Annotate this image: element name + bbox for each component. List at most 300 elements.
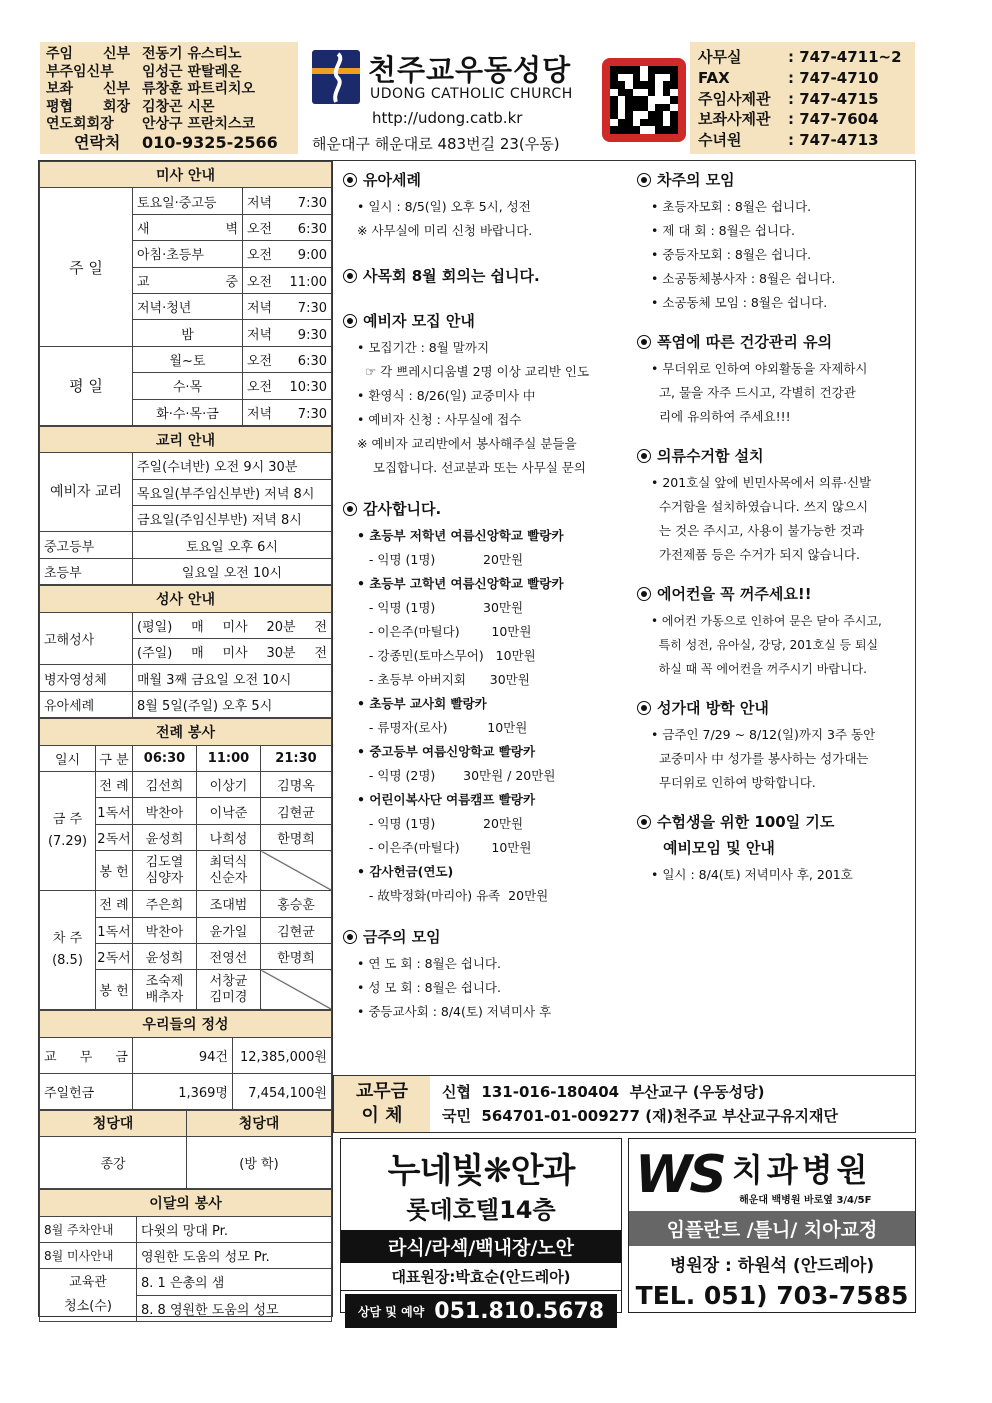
notice-line: • 무더위로 인하여 야외활동을 자제하시	[651, 361, 868, 376]
server-name: 김현균	[261, 798, 332, 824]
sacrament-table	[39, 585, 332, 718]
staff-role: 평협 회장	[46, 98, 130, 115]
church-logo-icon	[312, 50, 360, 104]
qr-module	[655, 126, 663, 134]
mass-name: 밤	[133, 320, 243, 346]
notice-line: • 중고등부 여름신앙학교 빨랑카	[357, 744, 536, 759]
qr-module	[663, 126, 671, 134]
contact-value: : 747-4715	[788, 89, 879, 108]
staff-role: 보좌 신부	[46, 81, 130, 98]
qr-module	[633, 66, 641, 74]
contact-label: 수녀원	[698, 131, 742, 150]
dental-clinic-ad[interactable]	[628, 1138, 916, 1313]
qr-module	[670, 66, 678, 74]
ad-consult-label: 상담 및 예약	[357, 1304, 425, 1319]
qr-module	[670, 96, 678, 104]
qr-module	[663, 74, 671, 82]
service-value: 8. 8 영원한 도움의 성모	[137, 1295, 332, 1321]
staff-role: 부주임신부	[46, 63, 114, 80]
qr-module	[625, 81, 633, 89]
qr-module	[625, 89, 633, 97]
qr-module	[640, 104, 648, 112]
server-name: 한명희	[261, 943, 332, 969]
notice-line: • 초등부 교사회 빨랑카	[357, 696, 487, 711]
contact-value: : 747-4710	[788, 68, 879, 87]
qr-module	[640, 81, 648, 89]
empty-slash-cell	[261, 970, 332, 1010]
qr-module	[670, 126, 678, 134]
qr-module	[625, 126, 633, 134]
qr-module	[625, 119, 633, 127]
qr-module	[655, 96, 663, 104]
empty-slash-cell	[261, 851, 332, 891]
catechism-table	[39, 426, 332, 585]
mass-time: 저녁 7:30	[243, 188, 332, 214]
qr-module	[633, 119, 641, 127]
qr-module	[610, 119, 618, 127]
notice-line: 리에 유의하여 주세요!!!	[651, 409, 791, 424]
staff-role: 연도회회장	[46, 116, 114, 133]
youth-value: (방 학)	[187, 1137, 332, 1189]
qr-module	[648, 119, 656, 127]
ad-clinic-place: 롯데호텔14층	[406, 1196, 556, 1224]
server-name: 조대범	[197, 891, 261, 917]
contact-box	[690, 42, 915, 154]
mass-name: 저녁·청년	[133, 293, 243, 319]
qr-module	[648, 81, 656, 89]
ad-clinic-name: 치과병원	[731, 1150, 872, 1189]
contact-label: 주임사제관	[698, 89, 771, 108]
service-value: 다윗의 망대 Pr.	[137, 1216, 332, 1242]
qr-module	[610, 89, 618, 97]
qr-module	[640, 126, 648, 134]
notice-line: • 모집기간 : 8월 말까지	[357, 340, 490, 355]
staff-phone: 010-9325-2566	[142, 132, 278, 152]
notice-line: • 중등자모회 : 8월은 쉽니다.	[651, 247, 812, 262]
staff-name: 전동기 유스티노	[142, 46, 242, 62]
qr-module	[618, 81, 626, 89]
notice-title: 차주의 모임	[657, 171, 735, 189]
notice-line: • 일시 : 8/4(토) 저녁미사 후, 201호	[651, 867, 853, 882]
bank-transfer-box	[333, 1075, 916, 1133]
staff-name: 임성근 판탈레온	[142, 63, 242, 80]
bullet-icon	[637, 173, 651, 187]
church-name: 천주교우동성당	[368, 53, 572, 87]
ad-logo: WS	[635, 1145, 724, 1205]
bank-account: 국민 564701-01-009277 (재)천주교 부산교구유지재단	[442, 1107, 839, 1125]
mass-time: 오전 6:30	[243, 214, 332, 240]
qr-module	[618, 111, 626, 119]
mass-table	[39, 161, 332, 426]
qr-module	[670, 111, 678, 119]
mass-name: 토요일·중고등	[133, 188, 243, 214]
ad-phone: TEL. 051) 703-7585	[635, 1281, 909, 1310]
service-title: 이달의 봉사	[40, 1190, 332, 1216]
qr-module	[648, 111, 656, 119]
week-label: 금 주	[52, 812, 83, 828]
service-label: 8월 주차안내	[40, 1216, 137, 1242]
qr-module	[610, 126, 618, 134]
mass-name: 교 중	[133, 267, 243, 293]
server-name: 윤성희	[133, 943, 197, 969]
qr-module	[633, 126, 641, 134]
notice-line: - 故박정화(마리아) 유족 20만원	[357, 888, 549, 903]
notice-line: • 어린이복사단 여름캠프 빨랑카	[357, 792, 536, 807]
qr-module	[640, 66, 648, 74]
notice-title: 의류수거함 설치	[657, 447, 764, 465]
notice-line: • 소공동체봉사자 : 8월은 쉽니다.	[651, 271, 836, 286]
qr-module	[633, 89, 641, 97]
qr-module	[640, 89, 648, 97]
server-name: 서창균 김미경	[197, 970, 261, 1010]
staff-box	[40, 42, 298, 154]
contact-label: FAX	[698, 68, 730, 87]
notice-line: • 성 모 회 : 8월은 쉽니다.	[357, 980, 501, 995]
qr-module	[610, 81, 618, 89]
staff-role: 주임 신부	[46, 46, 130, 62]
right-notices	[629, 160, 916, 1075]
notice-line: 하실 때 꼭 에어컨을 꺼주시기 바랍니다.	[651, 662, 867, 676]
server-name: 이상기	[197, 771, 261, 797]
mass-name: 수·목	[133, 373, 243, 399]
ad-services: 라식/라섹/백내장/노안	[341, 1230, 621, 1263]
weekday-label: 평 일	[40, 346, 133, 425]
offering-amount: 7,454,100원	[233, 1073, 332, 1109]
role-label: 전 례	[96, 771, 133, 797]
offering-title: 우리들의 정성	[40, 1011, 332, 1037]
notice-line: - 이은주(마틸다) 10만원	[357, 624, 532, 639]
qr-module	[640, 119, 648, 127]
offering-amount: 12,385,000원	[233, 1037, 332, 1073]
week-date: (7.29)	[47, 834, 88, 850]
service-value: 8. 1 은총의 샘	[137, 1269, 332, 1295]
qr-module	[663, 66, 671, 74]
notice-line: • 에어컨 가동으로 인하여 문은 닫아 주시고,	[651, 614, 882, 628]
youth-value: 종강	[40, 1137, 187, 1189]
qr-module	[610, 104, 618, 112]
offering-count: 1,369명	[133, 1073, 233, 1109]
notice-line: 교중미사 中 성가를 봉사하는 성가대는	[651, 751, 869, 766]
qr-module	[663, 89, 671, 97]
mass-name: 월~토	[133, 346, 243, 372]
server-name: 박찬아	[133, 798, 197, 824]
qr-module	[663, 104, 671, 112]
contact-value: : 747-7604	[788, 110, 879, 129]
notice-line: • 일시 : 8/5(일) 오후 5시, 성전	[357, 199, 531, 214]
church-url[interactable]: http://udong.catb.kr	[372, 109, 523, 127]
catechumen-label: 예비자 교리	[40, 453, 133, 532]
notice-line: 모집합니다. 선교분과 또는 사무실 문의	[357, 460, 586, 475]
offering-label: 교 무 금	[40, 1037, 133, 1073]
qr-module	[663, 81, 671, 89]
notice-line: 고, 물을 자주 드시고, 각별히 건강관	[651, 385, 856, 400]
notice-title: 폭염에 따른 건강관리 유의	[657, 333, 833, 351]
notice-subtitle: 예비모임 및 안내	[663, 839, 775, 857]
server-name: 김도열 심양자	[133, 851, 197, 891]
sacrament-time: 8월 5일(주일) 오후 5시	[133, 691, 332, 717]
role-label: 봉 헌	[96, 851, 133, 891]
mass-time: 오전 11:00	[243, 267, 332, 293]
catechism-group: 중고등부	[40, 532, 133, 558]
notice-line: - 익명 (2명) 30만원 / 20만원	[357, 768, 556, 783]
youth-head: 청당대	[40, 1110, 187, 1136]
mass-time: 오전 9:00	[243, 241, 332, 267]
contact-value: : 747-4713	[788, 131, 879, 150]
notice-title: 에어컨을 꼭 꺼주세요!!	[657, 585, 812, 603]
qr-module	[625, 111, 633, 119]
sacrament-title: 성사 안내	[40, 586, 332, 612]
service-table	[39, 1189, 332, 1322]
bullet-icon	[343, 269, 357, 283]
notice-line: • 연 도 회 : 8월은 쉽니다.	[357, 956, 501, 971]
ad-director: 병원장 : 하원석 (안드레아)	[669, 1256, 875, 1276]
notice-line: • 제 대 회 : 8월은 쉽니다.	[651, 223, 795, 238]
qr-module	[633, 81, 641, 89]
qr-module	[648, 74, 656, 82]
notice-line: • 초등부 고학년 여름신앙학교 빨랑카	[357, 576, 564, 591]
staff-name: 김창곤 시몬	[142, 98, 215, 115]
offering-count: 94건	[133, 1037, 233, 1073]
ad-phone: 051.810.5678	[434, 1298, 605, 1324]
eye-clinic-ad[interactable]	[340, 1138, 622, 1324]
sacrament-name: 병자영성체	[40, 665, 133, 691]
notice-line: - 초등부 아버지회 30만원	[357, 672, 530, 687]
notice-line: - 익명 (1명) 30만원	[357, 600, 524, 615]
server-name: 나희성	[197, 824, 261, 850]
notice-title: 금주의 모임	[363, 928, 441, 946]
catechism-time: 목요일(부주임신부반) 저녁 8시	[133, 479, 332, 505]
ad-services: 임플란트 /틀니/ 치아교정	[629, 1211, 915, 1246]
server-name: 한명희	[261, 824, 332, 850]
qr-module	[663, 119, 671, 127]
qr-module	[610, 96, 618, 104]
qr-module	[618, 104, 626, 112]
staff-name: 류창훈 파트리치오	[142, 81, 256, 98]
qr-module	[618, 119, 626, 127]
qr-module	[610, 74, 618, 82]
bullet-icon	[637, 701, 651, 715]
liturgy-table	[39, 718, 332, 1010]
notice-line: - 강종민(토마스무어) 10만원	[357, 648, 536, 663]
qr-module	[648, 89, 656, 97]
notice-line: 는 것은 주시고, 사용이 불가능한 것과	[651, 523, 864, 538]
notice-title: 수험생을 위한 100일 기도	[657, 813, 835, 831]
qr-module	[655, 81, 663, 89]
notice-line: ※ 사무실에 미리 신청 바랍니다.	[357, 223, 533, 238]
notice-title: 사목회 8월 회의는 쉽니다.	[363, 267, 540, 285]
bullet-icon	[343, 173, 357, 187]
catechism-time: 일요일 오전 10시	[133, 558, 332, 584]
catechism-title: 교리 안내	[40, 426, 332, 452]
liturgy-head: 구 분	[96, 745, 133, 771]
confession-time: (평일) 매 미사 20분 전	[133, 612, 332, 638]
confession-time: (주일) 매 미사 30분 전	[133, 639, 332, 665]
qr-module	[625, 66, 633, 74]
ad-clinic-place: 해운대 백병원 바로옆 3/4/5F	[739, 1194, 872, 1206]
qr-module	[670, 119, 678, 127]
qr-module	[655, 74, 663, 82]
role-label: 봉 헌	[96, 970, 133, 1010]
service-label: 8월 미사안내	[40, 1242, 137, 1268]
qr-module	[633, 111, 641, 119]
qr-module	[670, 74, 678, 82]
qr-module	[633, 104, 641, 112]
liturgy-title: 전례 봉사	[40, 719, 332, 745]
notice-line: 수거함을 설치하였습니다. 쓰지 않으시	[651, 499, 869, 514]
liturgy-head: 21:30	[261, 745, 332, 771]
mass-time: 오전 10:30	[243, 373, 332, 399]
qr-module	[648, 96, 656, 104]
youth-table	[39, 1110, 332, 1189]
catechism-group: 초등부	[40, 558, 133, 584]
mass-time: 오전 6:30	[243, 346, 332, 372]
qr-module	[640, 96, 648, 104]
qr-module	[618, 96, 626, 104]
notice-line: 무더위로 인하여 방학합니다.	[651, 775, 816, 790]
role-label: 1독서	[96, 798, 133, 824]
server-name: 이낙준	[197, 798, 261, 824]
qr-module	[610, 111, 618, 119]
notice-title: 성가대 방학 안내	[657, 699, 769, 717]
role-label: 1독서	[96, 917, 133, 943]
server-name: 김선희	[133, 771, 197, 797]
sacrament-time: 매월 3째 금요일 오전 10시	[133, 665, 332, 691]
server-name: 조숙제 배추자	[133, 970, 197, 1010]
qr-module	[670, 89, 678, 97]
sunday-label: 주 일	[40, 188, 133, 346]
qr-module	[655, 89, 663, 97]
qr-module	[618, 66, 626, 74]
qr-module	[633, 74, 641, 82]
server-name: 김현균	[261, 917, 332, 943]
bank-account: 신협 131-016-180404 부산교구 (우동성당)	[442, 1083, 765, 1101]
liturgy-head: 11:00	[197, 745, 261, 771]
role-label: 전 례	[96, 891, 133, 917]
qr-module	[625, 74, 633, 82]
youth-head: 청당대	[187, 1110, 332, 1136]
qr-module	[655, 104, 663, 112]
role-label: 2독서	[96, 943, 133, 969]
notice-line: 가전제품 등은 수거가 되지 않습니다.	[651, 547, 860, 562]
offering-table	[39, 1010, 332, 1109]
notice-line: • 소공동체 모임 : 8월은 쉽니다.	[651, 295, 828, 310]
catechism-time: 토요일 오후 6시	[133, 532, 332, 558]
mass-time: 저녁 7:30	[243, 293, 332, 319]
notice-line: - 익명 (1명) 20만원	[357, 816, 524, 831]
liturgy-head: 06:30	[133, 745, 197, 771]
qr-module	[648, 104, 656, 112]
bullet-icon	[343, 502, 357, 516]
notice-line: ※ 예비자 교리반에서 봉사해주실 분들을	[357, 436, 577, 451]
bullet-icon	[343, 930, 357, 944]
church-name-en: UDONG CATHOLIC CHURCH	[370, 86, 573, 102]
week-label: 차 주	[52, 931, 83, 947]
server-name: 주은희	[133, 891, 197, 917]
server-name: 홍승훈	[261, 891, 332, 917]
service-value: 영원한 도움의 성모 Pr.	[137, 1242, 332, 1268]
role-label: 2독서	[96, 824, 133, 850]
qr-module	[640, 74, 648, 82]
mass-title: 미사 안내	[40, 162, 332, 188]
week-date: (8.5)	[52, 953, 83, 969]
notice-line: • 201호실 앞에 빈민사목에서 의류·신발	[651, 475, 872, 490]
bullet-icon	[637, 587, 651, 601]
bullet-icon	[343, 314, 357, 328]
qr-code-icon[interactable]	[602, 58, 686, 142]
server-name: 윤성희	[133, 824, 197, 850]
bank-label: 교무금 이 체	[334, 1076, 430, 1132]
contact-label: 사무실	[698, 48, 742, 66]
mass-time: 저녁 9:30	[243, 320, 332, 346]
bullet-icon	[637, 335, 651, 349]
qr-module	[625, 96, 633, 104]
service-label: 교육관 청소(수)	[40, 1269, 137, 1322]
notice-line: • 초등부 저학년 여름신앙학교 빨랑카	[357, 528, 564, 543]
catechism-time: 금요일(주임신부반) 저녁 8시	[133, 506, 332, 532]
church-address: 해운대구 해운대로 483번길 23(우동)	[312, 135, 560, 153]
staff-role: 연락처	[74, 132, 121, 152]
mass-time: 저녁 7:30	[243, 399, 332, 425]
qr-module	[610, 66, 618, 74]
qr-module	[640, 111, 648, 119]
qr-module	[618, 89, 626, 97]
mass-name: 아침·초등부	[133, 241, 243, 267]
notice-line: • 금주인 7/29 ~ 8/12(일)까지 3주 동안	[651, 727, 876, 742]
qr-module	[618, 74, 626, 82]
sacrament-name: 유아세례	[40, 691, 133, 717]
bullet-icon	[637, 815, 651, 829]
qr-module	[663, 96, 671, 104]
notice-line: • 중등교사회 : 8/4(토) 저녁미사 후	[357, 1004, 552, 1019]
staff-name: 안상구 프란치스코	[142, 116, 256, 133]
notice-title: 감사합니다.	[363, 500, 442, 518]
qr-module	[648, 126, 656, 134]
qr-module	[648, 66, 656, 74]
liturgy-head: 일시	[40, 745, 96, 771]
bullet-icon	[637, 449, 651, 463]
qr-module	[655, 119, 663, 127]
server-name: 김명옥	[261, 771, 332, 797]
server-name: 전영선	[197, 943, 261, 969]
qr-module	[655, 66, 663, 74]
middle-notices	[333, 160, 629, 1075]
notice-line: • 감사헌금(연도)	[357, 864, 454, 879]
qr-module	[670, 104, 678, 112]
server-name: 박찬아	[133, 917, 197, 943]
notice-line: - 이은주(마틸다) 10만원	[357, 840, 532, 855]
ad-director: 대표원장:박효순(안드레아)	[341, 1263, 621, 1291]
server-name: 윤가일	[197, 917, 261, 943]
mass-name: 화·수·목·금	[133, 399, 243, 425]
catechism-time: 주일(수녀반) 오전 9시 30분	[133, 453, 332, 479]
notice-title: 예비자 모집 안내	[363, 312, 475, 330]
notice-line: • 예비자 신청 : 사무실에 접수	[357, 412, 522, 427]
qr-module	[663, 111, 671, 119]
notice-line: - 류명자(로사) 10만원	[357, 720, 528, 735]
left-schedule-column	[38, 160, 333, 1317]
notice-line: 특히 성전, 유아실, 강당, 201호실 등 퇴실	[651, 638, 879, 652]
notice-line: • 초등자모회 : 8월은 쉽니다.	[651, 199, 812, 214]
confession-label: 고해성사	[40, 612, 133, 665]
qr-module	[618, 126, 626, 134]
server-name: 최덕식 신순자	[197, 851, 261, 891]
mass-name: 새 벽	[133, 214, 243, 240]
qr-module	[625, 104, 633, 112]
ad-clinic-name: 누네빛❋안과	[387, 1151, 575, 1191]
contact-value: : 747-4711~2	[788, 48, 902, 66]
notice-line: - 익명 (1명) 20만원	[357, 552, 524, 567]
qr-module	[633, 96, 641, 104]
